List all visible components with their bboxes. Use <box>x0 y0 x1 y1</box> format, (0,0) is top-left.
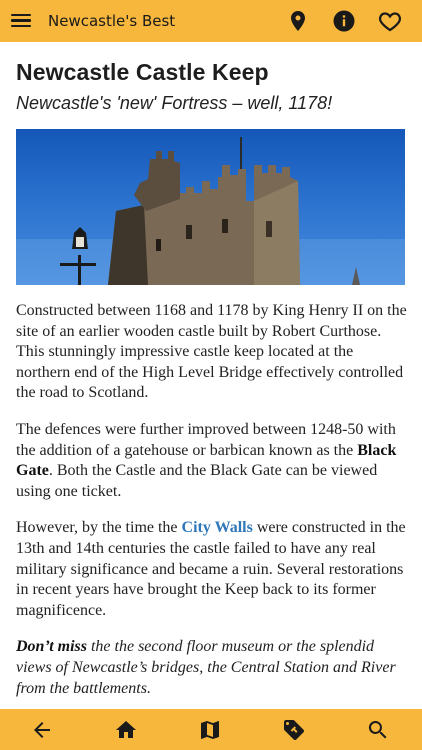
bottom-nav-bar <box>0 709 422 750</box>
paragraph-ruin-text: However, by the time the <box>16 519 182 537</box>
back-arrow-icon[interactable] <box>30 718 54 742</box>
paragraph-ruin <box>16 518 408 621</box>
info-icon[interactable] <box>332 9 356 33</box>
map-icon[interactable] <box>198 718 222 742</box>
top-app-bar <box>0 0 422 42</box>
heart-icon[interactable] <box>378 9 402 33</box>
city-walls-link[interactable]: City Walls <box>181 519 253 537</box>
article <box>16 58 408 715</box>
dont-miss-text: the the second floor museum or the splendid views of Newcastle’s bridges, the Central Station and River from the battlements. <box>16 638 396 697</box>
page-subtitle: Newcastle's 'new' Fortress – well, 1178! <box>16 93 333 113</box>
paragraph-ruin-text-end: were constructed in the 13th and 14th centuries the castle failed to have any real military significance and became a ruin. Several restorations in recent years have brought the Keep back to its former magnificence. <box>16 519 406 619</box>
home-icon[interactable] <box>114 718 138 742</box>
paragraph-history: Constructed between 1168 and 1178 by King Henry II on the site of an earlier wooden castle built by Robert Curthose. This stunningly impressive castle keep located at the northern end of the High Level Bridge effectively controlled the road to Scotland. <box>16 302 407 402</box>
paragraph-dont-miss <box>16 637 408 699</box>
menu-icon[interactable] <box>10 11 32 31</box>
location-pin-icon[interactable] <box>286 9 310 33</box>
black-gate-bold: Black Gate <box>16 441 397 480</box>
castle-keep-photo <box>16 129 405 285</box>
app-title: Newcastle's Best <box>48 12 176 30</box>
dont-miss-label: Don’t miss <box>16 638 87 656</box>
search-icon[interactable] <box>366 718 390 742</box>
tag-icon[interactable] <box>282 718 306 742</box>
paragraph-defences <box>16 420 408 502</box>
paragraph-defences-text: The defences were further improved between 1248-50 with the addition of a gatehouse or barbican known as the <box>16 420 396 459</box>
page-title: Newcastle Castle Keep <box>16 59 269 85</box>
article-body <box>16 301 408 699</box>
paragraph-defences-text-end: . Both the Castle and the Black Gate can be viewed using one ticket. <box>16 462 378 500</box>
